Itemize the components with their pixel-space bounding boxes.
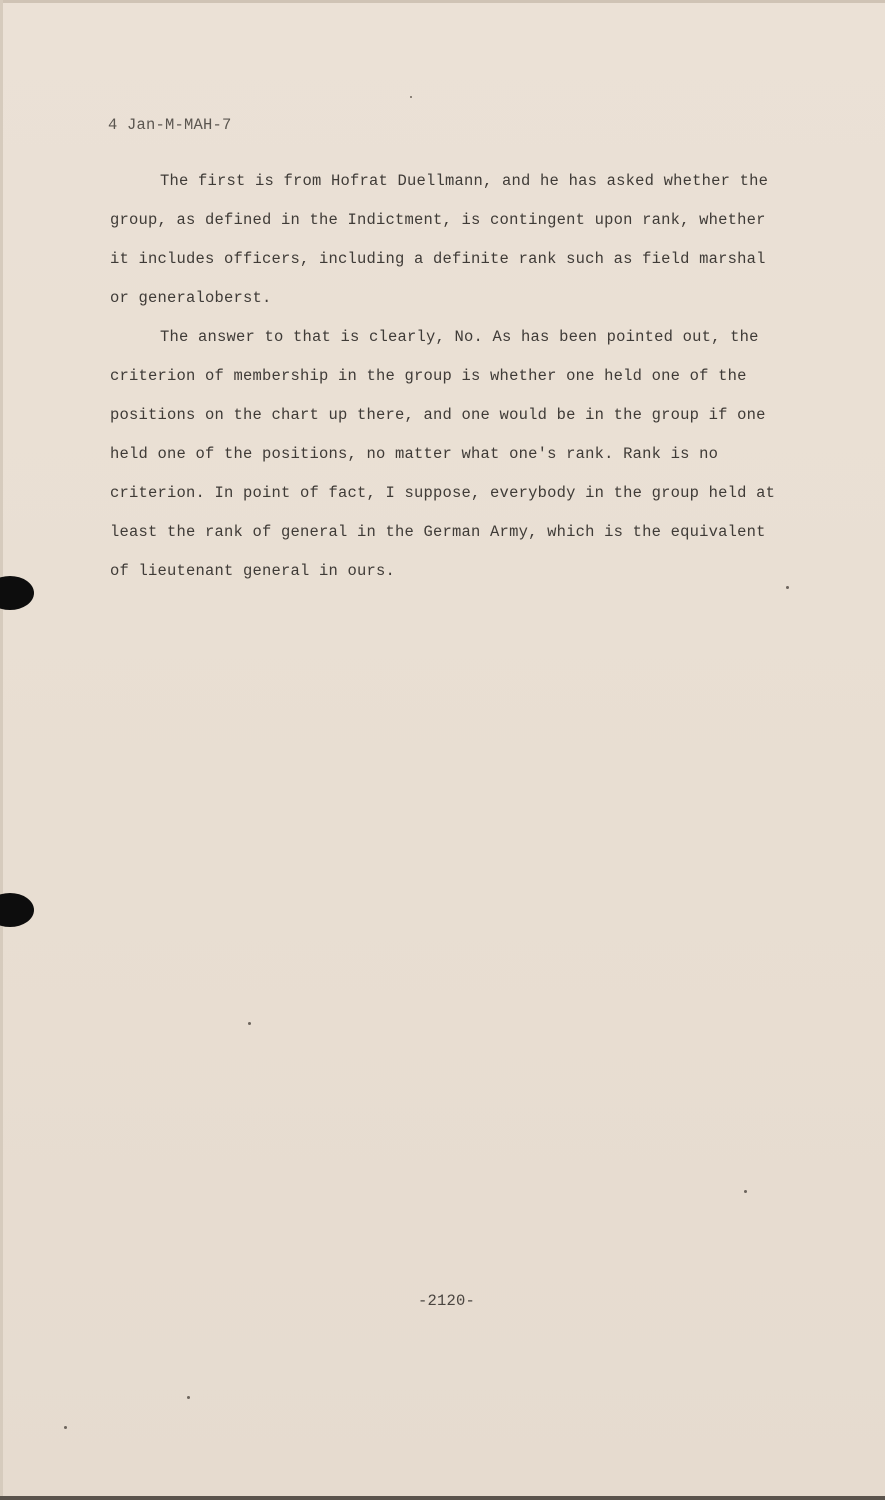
text-line-10: least the rank of general in the German Army, which is the equivalent bbox=[110, 523, 766, 541]
text-line-9: criterion. In point of fact, I suppose, everybody in the group held at bbox=[110, 484, 776, 502]
paper-speck bbox=[786, 586, 789, 589]
text-line-4: or generaloberst. bbox=[110, 289, 272, 307]
text-line-5: The answer to that is clearly, No. As has been pointed out, the bbox=[160, 328, 759, 346]
paper-speck bbox=[187, 1396, 190, 1399]
page-number: -2120- bbox=[418, 1292, 476, 1310]
text-line-3: it includes officers, including a definite rank such as field marshal bbox=[110, 250, 766, 268]
paper-left-edge bbox=[0, 0, 3, 1500]
text-line-2: group, as defined in the Indictment, is contingent upon rank, whether bbox=[110, 211, 766, 229]
paper-speck bbox=[64, 1426, 67, 1429]
document-code: 4 Jan-M-MAH-7 bbox=[108, 116, 232, 134]
text-line-8: held one of the positions, no matter what one's rank. Rank is no bbox=[110, 445, 719, 463]
text-line-1: The first is from Hofrat Duellmann, and he has asked whether the bbox=[160, 172, 769, 190]
paper-bottom-edge bbox=[0, 1496, 885, 1500]
text-line-11: of lieutenant general in ours. bbox=[110, 562, 396, 580]
paper-speck bbox=[248, 1022, 251, 1025]
paper-speck bbox=[410, 96, 412, 98]
paper-top-edge bbox=[0, 0, 885, 3]
punch-hole-top bbox=[0, 576, 34, 610]
text-line-7: positions on the chart up there, and one would be in the group if one bbox=[110, 406, 766, 424]
text-line-6: criterion of membership in the group is whether one held one of the bbox=[110, 367, 747, 385]
paper-speck bbox=[744, 1190, 747, 1193]
punch-hole-bottom bbox=[0, 893, 34, 927]
